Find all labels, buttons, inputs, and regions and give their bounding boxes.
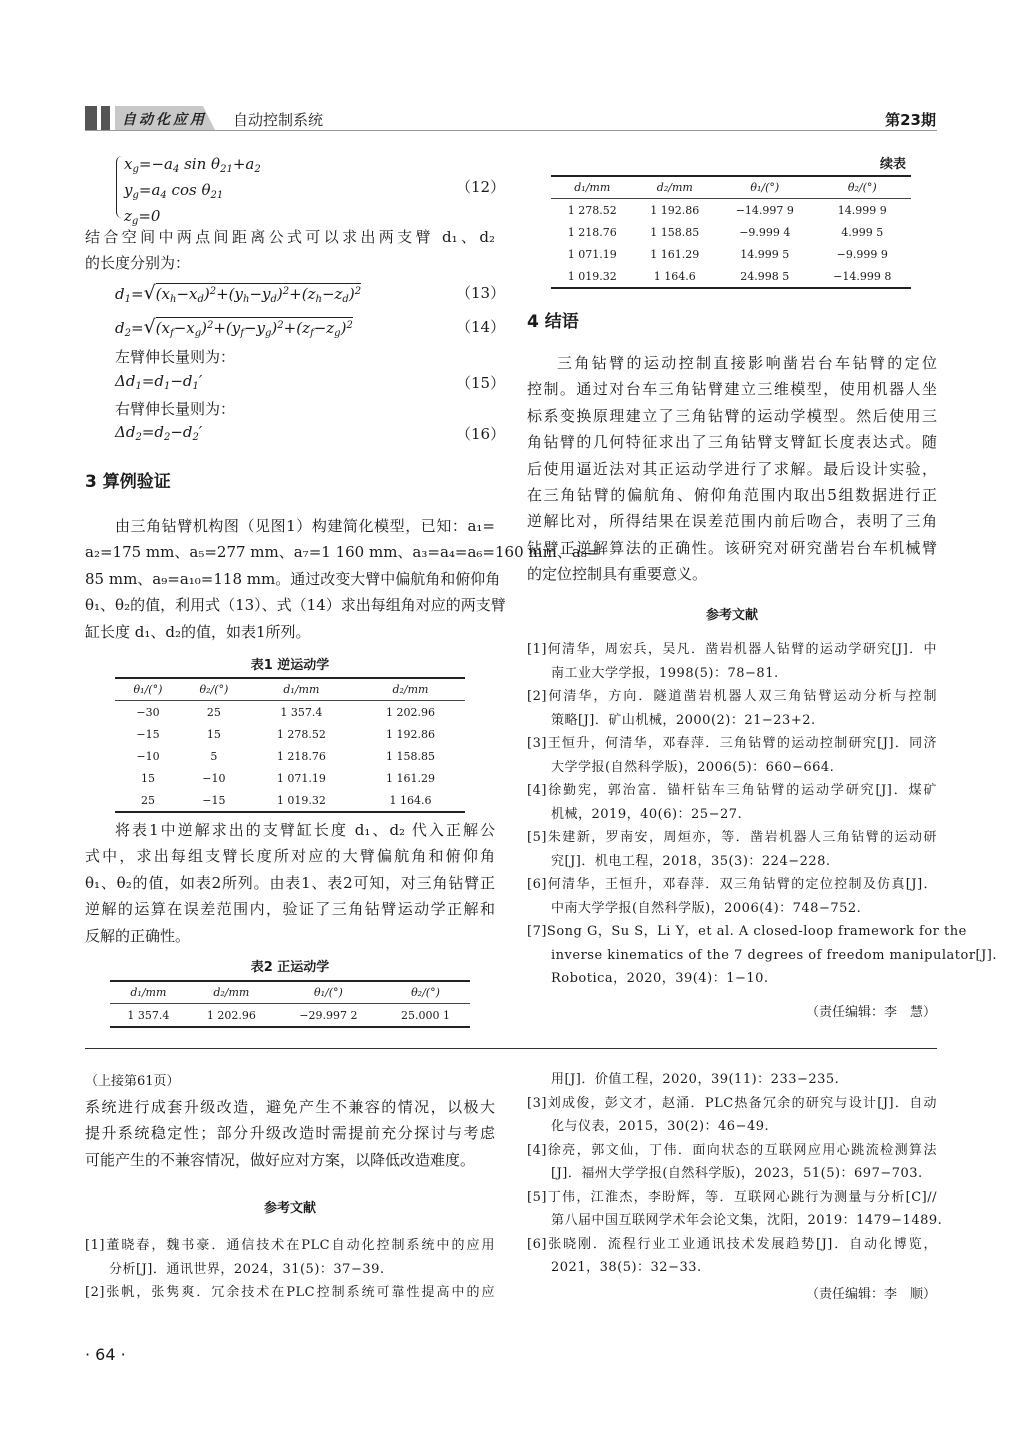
paragraph [85, 1094, 495, 1173]
table-cell: 5 [210, 749, 218, 763]
table-cell: 25 [206, 705, 221, 719]
reference-line: [J]．福州大学学报(自然科学版)，2023，51(5)：697−703. [551, 1166, 923, 1181]
math-term: sin θ [179, 155, 221, 173]
text-line: 提升系统稳定性；部分升级改造时需提前充分探讨与考虑 [85, 1124, 495, 1143]
reference-line: [2]何清华，方向．隧道凿岩机器人双三角钻臂运动分析与控制 [527, 689, 937, 704]
table-cell: 25.000 1 [400, 1008, 450, 1022]
equation-number: （12） [456, 178, 506, 196]
reference-line: 中南大学学报(自然科学版)，2006(4)：748−752. [551, 900, 862, 916]
subscript: g [194, 328, 202, 339]
text-line: 结合空间中两点间距离公式可以求出两支臂 d₁、d₂ [85, 228, 495, 246]
math-term: (x [155, 285, 170, 303]
table-row [551, 221, 911, 243]
superscript: 2 [282, 286, 290, 297]
subscript: h [243, 294, 250, 305]
table-row [551, 199, 911, 222]
reference-line: 大学学报(自然科学版)，2006(5)：660−664. [551, 759, 835, 775]
superscript: 2 [354, 286, 362, 297]
column-header: d₂/mm [356, 678, 465, 701]
subscript: 21 [220, 164, 233, 175]
column-header: θ₂/(°) [381, 981, 470, 1004]
column-header: θ₁/(°) [716, 176, 813, 199]
table-cell: 15 [140, 771, 155, 785]
table-cell: 1 164.6 [389, 793, 432, 807]
subscript: h [315, 294, 322, 305]
table-cell: 1 202.96 [385, 705, 435, 719]
superscript: 2 [206, 320, 214, 331]
table-cell: 1 218.76 [567, 225, 617, 239]
math-term: +a [232, 155, 255, 173]
text-line: 式中，求出每组支臂长度所对应的大臂偏航角和俯仰角 [85, 847, 495, 866]
table-cell: 25 [140, 793, 155, 807]
math-term: −z [321, 285, 343, 303]
subscript: 2 [163, 432, 171, 443]
subscript: d [342, 294, 349, 305]
reference-line: [6]何清华，王恒升，邓春萍．双三角钻臂的定位控制及仿真[J]． [527, 877, 937, 892]
subscript: d [197, 294, 204, 305]
math-term: ) [271, 319, 278, 337]
table-forward-kinematics [110, 980, 470, 1028]
paragraph [85, 817, 495, 949]
reference-line: inverse kinematics of the 7 degrees of freedom manipulator[J]. [551, 947, 998, 963]
math-term: =a [138, 181, 161, 199]
table-cell: 1 071.19 [276, 771, 326, 785]
table-row [115, 723, 465, 745]
table-header-row [551, 176, 911, 199]
column-header: d₁/mm [247, 678, 356, 701]
table-row [551, 243, 911, 265]
math-term: y [124, 181, 133, 199]
math-term: ) [276, 285, 283, 303]
math-term: =d [141, 423, 164, 441]
equation-line [124, 154, 261, 180]
table-cell: 14.999 5 [740, 247, 790, 261]
text-line: 控制。通过对台车三角钻臂建立三维模型，使用机器人坐 [527, 380, 937, 399]
text-line: 85 mm、a₉=a₁₀=118 mm。通过改变大臂中偏航角和俯仰角 [85, 569, 501, 588]
math-term: =0 [138, 207, 161, 225]
math-term: = [130, 319, 144, 337]
header-rule [85, 130, 937, 131]
text-line: 反解的正确性。 [85, 926, 191, 945]
subscript: f [309, 328, 314, 339]
right-arm-label: 右臂伸长量则为： [115, 400, 236, 418]
math-term: −d [170, 372, 193, 390]
subscript: 1 [192, 381, 199, 392]
math-term: −x [173, 319, 195, 337]
subscript: 4 [160, 190, 167, 201]
math-term: ′ [198, 372, 203, 390]
reference-line: 究[J]．机电工程，2018，35(3)：224−228. [551, 853, 831, 869]
brace [116, 156, 122, 218]
text-line: 系统进行成套升级改造，避免产生不兼容的情况，以极大 [85, 1098, 495, 1116]
subscript: g [131, 216, 139, 227]
math-term: −y [249, 285, 271, 303]
math-term: = [130, 285, 144, 303]
subscript: 4 [172, 164, 180, 175]
equation-number: （14） [456, 318, 506, 336]
subscript: f [169, 328, 174, 339]
reference-line: 机械，2019，40(6)：25−27. [551, 806, 743, 822]
text-line: θ₁、θ₂的值，利用式（13）、式（14）求出每组角对应的两支臂 [85, 596, 506, 615]
table-cell: 1 357.4 [280, 705, 323, 719]
math-term: Δd [115, 372, 136, 390]
math-term: cos θ [166, 181, 211, 199]
table-cell: 14.999 9 [837, 203, 887, 217]
reference-line: 用[J]．价值工程，2020，39(11)：233−235. [551, 1072, 840, 1087]
reference-line: 南工业大学学报，1998(5)：78−81. [551, 665, 779, 681]
subscript: h [169, 294, 177, 305]
column-header: d₁/mm [110, 981, 187, 1004]
text-line: 可能产生的不兼容情况，做好应对方案，以降低改造难度。 [85, 1150, 476, 1169]
column-header: θ₁/(°) [276, 981, 381, 1004]
equation-16 [115, 423, 202, 443]
table-cell: 1 019.32 [567, 269, 617, 283]
math-term: x [124, 155, 133, 173]
subscript: 2 [135, 432, 142, 443]
table-cell: 4.999 5 [841, 225, 884, 239]
table-cell: 1 278.52 [276, 727, 326, 741]
text-line: a₂=175 mm、a₅=277 mm、a₇=1 160 mm、a₃=a₄=a₆=160 mm、a₈= [85, 543, 600, 562]
reference-line: [3]王恒升，何清华，邓春萍．三角钻臂的运动控制研究[J]．同济 [527, 736, 937, 751]
math-term: z [124, 207, 132, 225]
continued-from-note: （上接第61页） [85, 1074, 180, 1089]
table-cell: 1 192.86 [650, 203, 700, 217]
math-term: −y [243, 319, 266, 337]
reference-list [85, 1234, 495, 1305]
reference-line: [4]徐勤宪，郭治富．锚杆钻车三角钻臂的运动学研究[J]．煤矿 [527, 783, 937, 798]
table-cell: −14.999 8 [833, 269, 892, 283]
column-header: d₂/mm [187, 981, 276, 1004]
subscript: 1 [163, 381, 171, 392]
math-term: d [115, 285, 125, 303]
math-term: d [115, 319, 125, 337]
header-bar-dark [85, 106, 97, 130]
page-number: · 64 · [85, 1345, 126, 1364]
text-line: 标系变换原理建立了三角钻臂的运动学模型。然后使用三 [527, 406, 937, 425]
equation-number: （13） [456, 284, 506, 302]
table-cell: 1 161.29 [385, 771, 435, 785]
table-cell: −9.999 4 [739, 225, 791, 239]
math-term: +(y [216, 285, 244, 303]
subscript: 2 [254, 164, 261, 175]
math-term: −d [170, 423, 193, 441]
math-term: +(z [289, 285, 316, 303]
table-cell: 1 158.85 [650, 225, 700, 239]
table-row [115, 767, 465, 789]
table-cell: 1 158.85 [385, 749, 435, 763]
subscript: g [132, 190, 139, 201]
column-header: θ₂/(°) [814, 176, 911, 199]
subscript: g [265, 328, 272, 339]
reference-line: [5]丁伟，江淮杰，李盼辉，等．互联网心跳行为测量与分析[C]// [527, 1189, 937, 1205]
table-cell: 1 218.76 [276, 749, 326, 763]
text-line: 三角钻臂的运动控制直接影响凿岩台车钻臂的定位 [557, 354, 937, 372]
table-cell: −10 [202, 771, 226, 785]
text-line: 后使用逼近法对其正运动学进行了求解。最后设计实验， [527, 459, 937, 478]
reference-line: [7]Song G，Su S，Li Y，et al. A closed-loop framework for the [527, 924, 967, 939]
superscript: 2 [277, 320, 284, 331]
table-cell: 1 019.32 [276, 793, 326, 807]
journal-column-tag: 自动化应用 [122, 112, 207, 128]
table-inverse-kinematics [115, 677, 465, 813]
table-cell: 24.998 5 [740, 269, 790, 283]
text-line: 在三角钻臂的偏航角、俯仰角范围内取出5组数据进行正 [527, 485, 937, 504]
table-cell: −15 [136, 727, 160, 741]
issue-number: 第23期 [885, 111, 936, 129]
equation-15 [115, 372, 202, 392]
table-cell: −15 [202, 793, 226, 807]
table-cell: 1 202.96 [206, 1008, 256, 1022]
math-term: −z [313, 319, 335, 337]
math-term: (x [155, 319, 170, 337]
reference-line: [1]董晓春，魏书豪．通信技术在PLC自动化控制系统中的应用 [85, 1238, 495, 1253]
text-line: 的长度分别为： [85, 254, 191, 273]
subscript: d [270, 294, 277, 305]
subscript: 2 [192, 432, 199, 443]
table-header-row [110, 981, 470, 1004]
article-divider [85, 1048, 937, 1049]
text-line: 逆解的运算在误差范围内，验证了三角钻臂运动学正解和 [85, 900, 495, 919]
references-heading: 参考文献 [263, 1201, 316, 1216]
math-term: ) [348, 285, 355, 303]
math-term: =−a [138, 155, 173, 173]
reference-line: [6]张晓刚．流程行业工业通讯技术发展趋势[J]．自动化博览， [527, 1236, 937, 1252]
radicand [156, 317, 353, 337]
table-cell: −29.997 2 [299, 1008, 358, 1022]
table-cell: 1 164.6 [653, 269, 696, 283]
superscript: 2 [346, 320, 353, 331]
subscript: g [334, 328, 341, 339]
math-term: ) [340, 319, 347, 337]
text-line: 逆解比对，所得结果在误差范围内前后吻合，表明了三角 [527, 512, 937, 531]
reference-line: [4]徐亮，郭文仙，丁伟．面向状态的互联网应用心跳流检测算法 [527, 1142, 937, 1158]
reference-line: [3]刘成俊，彭文才，赵涌．PLC热备冗余的研究与设计[J]．自动 [527, 1095, 937, 1111]
table-caption: 表1 逆运动学 [250, 658, 330, 673]
subscript: g [132, 164, 139, 175]
table-continued-label: 续表 [880, 157, 907, 172]
table-header-row [115, 678, 465, 701]
reference-list [527, 1068, 943, 1280]
column-header: d₂/mm [634, 176, 717, 199]
math-term: ) [203, 285, 210, 303]
section-heading: 4 结语 [527, 312, 579, 332]
math-term: +(y [213, 319, 241, 337]
subscript: 21 [210, 190, 224, 201]
table-row [110, 1004, 470, 1028]
sqrt-icon: √ [143, 316, 156, 338]
text-line: 将表1中逆解求出的支臂缸长度 d₁、d₂ 代入正解公 [115, 821, 495, 839]
math-term: ) [201, 319, 207, 337]
header-bar-dark [101, 106, 110, 130]
equation-number: （16） [456, 425, 506, 443]
math-term: Δd [115, 423, 136, 441]
equation-line [124, 180, 261, 206]
text-line: 由三角钻臂机构图（见图1）构建简化模型，已知：a₁= [115, 517, 495, 535]
equation-13 [115, 282, 361, 305]
text-line: 角钻臂的几何特征求出了三角钻臂支臂缸长度表达式。随 [527, 433, 937, 452]
table-cell: 1 278.52 [567, 203, 617, 217]
sqrt-icon: √ [143, 282, 156, 304]
reference-list [527, 638, 998, 991]
table-cell: 1 357.4 [127, 1008, 170, 1022]
table-cell: 1 071.19 [567, 247, 617, 261]
reference-line: 策略[J]．矿山机械，2000(2)：21−23+2. [551, 712, 816, 728]
column-header: d₁/mm [551, 176, 634, 199]
references-heading: 参考文献 [705, 608, 758, 623]
table-cell: −10 [136, 749, 160, 763]
superscript: 2 [209, 286, 217, 297]
reference-line: 第八届中国互联网学术年会论文集，沈阳，2019：1479−1489. [551, 1213, 943, 1228]
radicand [156, 283, 361, 303]
table-row [115, 701, 465, 724]
section-heading: 3 算例验证 [85, 472, 171, 492]
math-term: ′ [198, 423, 203, 441]
equation-14 [115, 316, 353, 339]
table-cell: 1 161.29 [650, 247, 700, 261]
subscript: 1 [124, 294, 131, 305]
reference-line: 分析[J]．通讯世界，2024，31(5)：37−39. [109, 1261, 385, 1277]
table-row [115, 745, 465, 767]
table-cell: 15 [206, 727, 221, 741]
table-cell: −30 [136, 705, 160, 719]
table-cell: −9.999 9 [836, 247, 888, 261]
table-caption: 表2 正运动学 [250, 960, 330, 975]
paragraph [85, 224, 495, 277]
subscript: 2 [124, 328, 131, 339]
table-row [115, 789, 465, 812]
section-name: 自动控制系统 [233, 111, 324, 129]
column-header: θ₂/(°) [181, 678, 247, 701]
text-line: 钻臂正逆解算法的正确性。该研究对研究凿岩台车机械臂 [527, 538, 937, 557]
math-term: −x [176, 285, 198, 303]
paragraph [527, 350, 937, 588]
subscript: 1 [135, 381, 142, 392]
editor-note: （责任编辑：李 顺） [805, 1287, 936, 1302]
math-term: =d [141, 372, 164, 390]
reference-line: [1]何清华，周宏兵，吴凡．凿岩机器人钻臂的运动学研究[J]．中 [527, 642, 937, 657]
equation-number: （15） [456, 374, 506, 392]
left-arm-label: 左臂伸长量则为： [115, 348, 236, 366]
table-forward-kinematics-continued [551, 175, 911, 289]
text-line: θ₁、θ₂的值，如表2所列。由表1、表2可知，对三角钻臂正 [85, 873, 495, 892]
table-cell: 1 192.86 [385, 727, 435, 741]
column-header: θ₁/(°) [115, 678, 181, 701]
reference-line: 2021，38(5)：32−33. [551, 1260, 702, 1275]
subscript: f [240, 328, 244, 339]
paragraph [85, 513, 600, 645]
reference-line: Robotica，2020，39(4)：1−10. [551, 971, 769, 986]
table-row [551, 265, 911, 288]
text-line: 的定位控制具有重要意义。 [527, 565, 708, 584]
reference-line: [5]朱建新，罗南安，周烜亦，等．凿岩机器人三角钻臂的运动研 [527, 830, 937, 845]
table-cell: −14.997 9 [735, 203, 794, 217]
editor-note: （责任编辑：李 慧） [805, 1005, 936, 1020]
equation-12 [124, 154, 261, 232]
math-term: +(z [283, 319, 310, 337]
reference-line: 化与仪表，2015，30(2)：46−49. [551, 1119, 770, 1134]
reference-line: [2]张帆，张隽爽．冗余技术在PLC控制系统可靠性提高中的应 [85, 1285, 495, 1300]
text-line: 缸长度 d₁、d₂的值，如表1所列。 [85, 622, 311, 641]
